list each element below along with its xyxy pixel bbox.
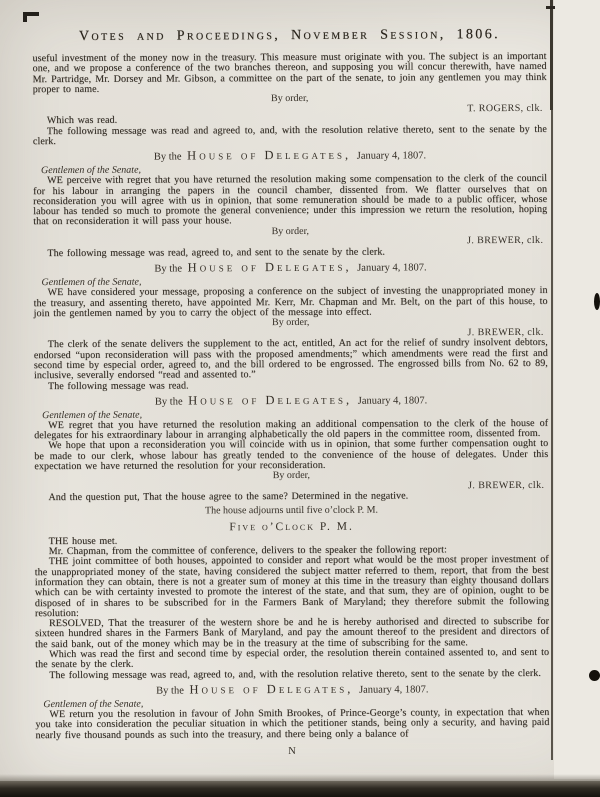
paragraph: useful investment of the money now in the treasury. This measure must originate with you. The subject is an important one, and we propose a conference of the two branches thereon, and supposing you will concur therewith, have named Mr. Partridge, Mr. Dorsey and Mr. Gibson, a committee on the part of the senate, to join any gentlemen you may think proper to name.: [32, 50, 547, 96]
time-heading: Five o’Clock P. M.: [229, 520, 354, 534]
right-edge-line-top: [550, 0, 553, 110]
signature-line: T. ROGERS, clk.: [467, 102, 543, 115]
signature-line: J. BREWER, clk.: [467, 235, 544, 247]
paragraph: The clerk of the senate delivers the supplement to the act, entitled, An act for the relief of sundry insolvent debtors, endorsed “upon reconsideration will pass with the proposed amendments;” which amendments were read the first and second time by especial order, agreed to, and the bill ordered to be engrossed. The engrossed bills from No. 62 to 89, inclusive, severally endorsed “read and assented to.”: [33, 337, 548, 382]
heading-prefix: By the: [156, 685, 184, 697]
bottom-scan-band: [0, 781, 600, 797]
salutation: Gentlemen of the Senate,: [43, 698, 144, 711]
paragraph: We hope that upon a reconsideration you will coincide with us in opinion, that some further compensation ought to be made to our clerk, whose labour has greatly tended to the convenience of the house of delegates. Under this expectation we have returned the resolution for your reconsideration.: [34, 438, 549, 473]
paragraph: THE house met.: [48, 535, 118, 547]
signature-line: J. BREWER, clk.: [468, 479, 545, 492]
corner-ink-mark: [23, 12, 27, 22]
paragraph: WE perceive with regret that you have returned the resolution making some compensation to the clerk of the council for his labour in arranging the papers in the council chamber, dissented from. We flatter ourselves that on reconsideration you will agree with us in opinion, that some remuneration should be made to a public officer, whose labour has tended so much to promote the general convenience; under this impression we return the resolution, hoping that on reconsideration it will pass your house.: [33, 173, 548, 228]
paragraph: The following message was read.: [47, 379, 189, 392]
house-heading: [34, 392, 548, 409]
signature-mark: N: [288, 745, 297, 757]
paragraph: RESOLVED, That the treasurer of the western shore be and he is hereby authorised and directed to subscribe for sixteen hundred shares in the Farmers Bank of Maryland, and pay the amount thereof to the president and directors of the said bank, out of the money which may be in the treasury at the time of subscribing for the same.: [35, 616, 550, 650]
paragraph: THE joint committee of both houses, appointed to consider and report what would be the most proper investment of the unappropriated money of the state, having considered the subject matter referred to them, report, that from the best information they can obtain, there is not a greater sum of money at this time in the treasury than eighty thousand dollars which can be with certainty invested to promote the interest of the state, and that sum, they are of opinion, ought to be disposed of in shares to be subscribed for in the Farmers Bank of Maryland; they therefore submit the following resolution:: [34, 554, 549, 619]
heading-house: House of Delegates,: [187, 259, 352, 275]
bottom-scan-shadow: [0, 774, 600, 781]
paragraph: The following message was read and agreed to, and, with the resolution relative thereto, sent to the senate by the clerk.: [32, 123, 547, 148]
by-order-line: By order,: [271, 93, 309, 105]
paragraph: Mr. Chapman, from the committee of conference, delivers to the speaker the following report:: [48, 544, 447, 558]
heading-house: House of Delegates,: [187, 148, 352, 163]
adjournment-line: The house adjourns until five o’clock P. M.: [204, 504, 379, 517]
heading-date: January 4, 1807.: [356, 150, 427, 162]
page-content: [32, 25, 549, 758]
paragraph: The following message was read, agreed to, and, with the resolution relative thereto, sent to the senate by the clerk.: [49, 667, 542, 681]
paragraph: WE return you the resolution in favour of John Smith Brookes, of Prince-George’s county, in expectation that when you take into consideration the peculiar situation in which the petitioner stands, being only a security, and having paid nearly five thousand pounds as such into the treasury, and there being only a balance of: [35, 706, 550, 741]
paragraph: Which was read.: [46, 115, 118, 127]
signature-line: J. BREWER, clk.: [467, 326, 544, 338]
house-heading: [33, 147, 547, 164]
house-heading: [33, 259, 547, 276]
ink-blob: [589, 670, 600, 681]
paragraph: WE regret that you have returned the resolution making an additional compensation to the clerk of the house of delegates for his extraordinary labour in arranging alphabetically the old papers in the committee room, dissented from.: [34, 417, 549, 442]
ink-speck: [546, 6, 555, 9]
house-heading: [35, 681, 549, 698]
paragraph: WE have considered your message, proposing a conference on the subject of investing the unappropriated money in the treasury, and assenting thereto, have appointed Mr. Kerr, Mr. Chapman and Mr. Belt, on the part of this house, to join the gentlemen named by you to carry the object of the message into effect.: [33, 285, 548, 319]
heading-prefix: By the: [153, 151, 182, 163]
page-header: [32, 25, 546, 45]
paragraph: The following message was read, agreed to, and sent to the senate by the clerk.: [47, 246, 386, 259]
right-edge-line: [551, 0, 553, 760]
heading-date: January 4, 1807.: [359, 684, 429, 696]
paragraph: Which was read the first and second time by especial order, the resolution therein contained assented to, and sent to the senate by the clerk.: [35, 646, 550, 671]
heading-prefix: By the: [154, 396, 183, 408]
salutation: Gentlemen of the Senate,: [41, 276, 142, 289]
heading-house: House of Delegates,: [189, 681, 354, 697]
scan-right-margin: [554, 0, 600, 779]
ink-blob: [594, 293, 600, 310]
heading-date: January 4, 1807.: [357, 395, 428, 407]
heading-prefix: By the: [154, 263, 183, 275]
by-order-line: By order,: [271, 317, 310, 329]
salutation: Gentlemen of the Senate,: [42, 409, 143, 421]
heading-date: January 4, 1807.: [357, 262, 427, 274]
paragraph: And the question put, That the house agree to the same? Determined in the negative.: [48, 490, 409, 504]
by-order-line: By order,: [272, 470, 311, 482]
by-order-line: By order,: [271, 225, 310, 237]
running-title: Votes and Proceedings, November Session, 1806.: [78, 27, 501, 44]
heading-house: House of Delegates,: [188, 392, 353, 408]
salutation: Gentlemen of the Senate,: [41, 164, 142, 177]
